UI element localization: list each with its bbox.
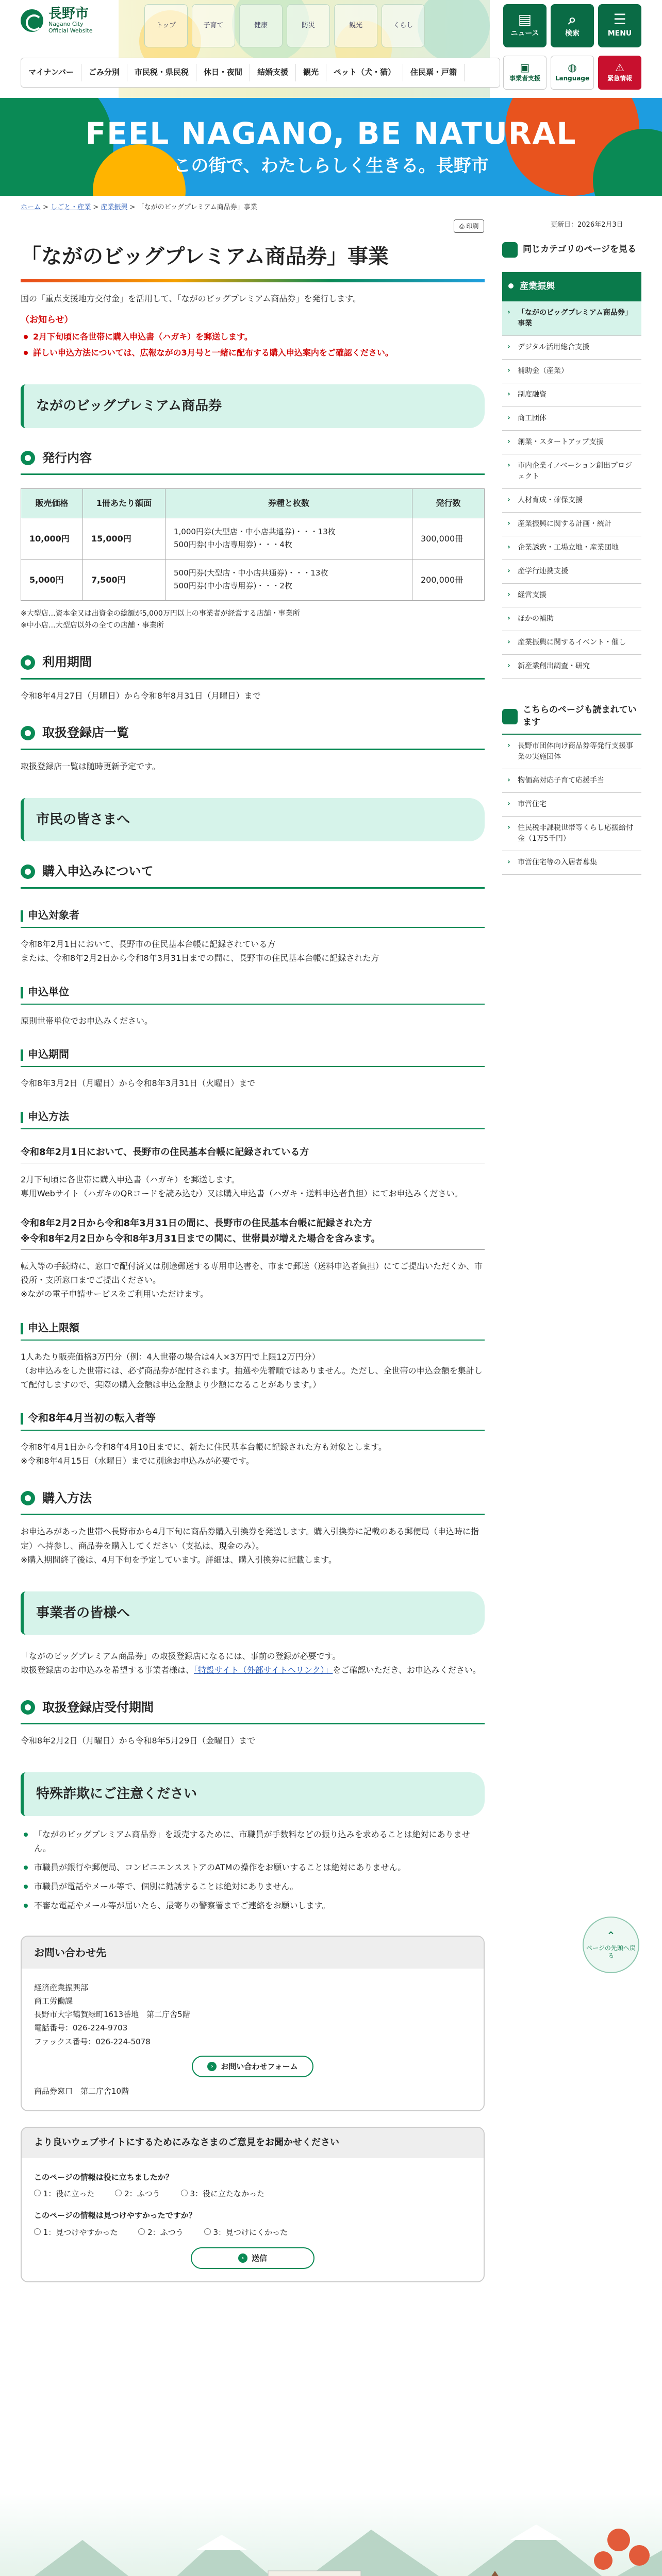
apple-shape (594, 2551, 613, 2570)
business-text-suffix: をご確認いただき、お申込みください。 (333, 1665, 481, 1675)
hero-banner (0, 98, 662, 196)
building (268, 2571, 361, 2576)
heading-unit: 申込単位 (21, 983, 485, 1005)
special-site-link[interactable]: 「特設サイト（外部サイトへリンク）」 (194, 1665, 333, 1675)
survey-submit-label: 送信 (251, 2253, 267, 2263)
contact-heading: お問い合わせ先 (22, 1937, 484, 1969)
radio-input[interactable] (181, 2190, 188, 2196)
survey-q1-option[interactable] (34, 2187, 94, 2200)
table-cell-count: 300,000冊 (412, 518, 485, 559)
radio-input[interactable] (204, 2228, 211, 2235)
related-heading-text: こちらのページも読まれています (523, 704, 637, 727)
hero-subtitle: この街で、わたしらしく生きる。長野市 (173, 156, 489, 176)
heading-dot-icon (21, 451, 35, 465)
radio-input[interactable] (34, 2228, 41, 2235)
nav-item-1[interactable]: ごみ分別 (81, 64, 127, 81)
category-icon (502, 242, 518, 258)
sidebar-item[interactable]: › 市内企業イノベーション創出プロジェクト (502, 454, 641, 489)
notice-item: 詳しい申込方法については、広報ながの3月号と一緒に配布する購入申込案内をご確認ください。 (21, 346, 485, 360)
target-text: 令和8年2月1日において、長野市の住民基本台帳に記録されている方 または、令和8年2月2日から令和8年3月31日までの間に、長野市の住民基本台帳に記録された方 (21, 939, 379, 963)
arrow-right-icon: › (238, 2253, 247, 2263)
snow-cap (510, 2524, 562, 2540)
main-content (21, 242, 485, 2282)
table-cell-count: 200,000冊 (412, 559, 485, 600)
sidebar-item[interactable]: › 産業振興に関するイベント・催し (502, 631, 641, 655)
breadcrumb-work[interactable]: しごと・産業 (51, 204, 91, 211)
table-cell-price: 5,000円 (21, 559, 83, 600)
site-logo[interactable] (21, 7, 93, 34)
survey-heading: より良いウェブサイトにするためにみなさまのご意見をお聞かせください (22, 2128, 484, 2158)
related-heading (502, 704, 641, 735)
fraud-item: 市職員が電話やメール等で、個別に勧誘することは絶対にありません。 (21, 1879, 485, 1893)
related-item[interactable]: › 長野市団体向け商品券等発行支援事業の実施団体 (502, 735, 641, 769)
menu-button[interactable] (598, 4, 641, 47)
top-icon-0[interactable] (144, 4, 188, 47)
emergency-button[interactable] (598, 56, 641, 90)
heading-registration (21, 1697, 485, 1725)
table-cell-kinds: 1,000円券(大型店・中小店共通券)・・・13枚 500円券(中小店専用券)・・・4枚 (166, 518, 412, 559)
contact-body-wrap (22, 1969, 484, 2111)
news-label: ニュース (510, 29, 539, 38)
nav-item-4[interactable]: 結婚支援 (250, 64, 296, 81)
table-cell-face: 15,000円 (83, 518, 166, 559)
top-icon-label: くらし (393, 21, 413, 29)
heading-period (21, 652, 485, 680)
heading-transfer: 令和8年4月当初の転入者等 (21, 1409, 485, 1431)
search-icon: ⌕ (568, 10, 576, 28)
table-header-row (21, 489, 485, 518)
top-icon-1[interactable] (192, 4, 235, 47)
survey-q2-options (34, 2226, 471, 2239)
heading-target: 申込対象者 (21, 906, 485, 928)
heading-text: 購入方法 (42, 1490, 92, 1505)
table-header: 1冊あたり額面 (83, 489, 166, 518)
method-b-text: 転入等の手続時に、窓口で配付済又は別途郵送する専用申込書を、市まで郵送（送料申込者負担）にてご提出いただくか、市役所・支所窓口までご提出ください。 ※ながの電子申請サービスをご利用いただけます。 (21, 1261, 483, 1299)
radio-input[interactable] (115, 2190, 122, 2196)
top-icon-label: 防災 (301, 21, 315, 29)
survey-submit-button[interactable] (191, 2247, 315, 2269)
emergency-label: 緊急情報 (607, 74, 632, 82)
survey-q2-option[interactable] (138, 2226, 183, 2239)
top-icon-label: 子育て (203, 21, 224, 29)
fraud-list (21, 1827, 485, 1913)
sidebar-item[interactable]: › 創業・スタートアップ支援 (502, 431, 641, 454)
survey-submit-wrap (34, 2247, 471, 2269)
sidebar-item[interactable]: › 新産業創出調査・研究 (502, 655, 641, 679)
sidebar-category[interactable]: 産業振興 (502, 272, 641, 301)
business-text (21, 1649, 485, 1677)
alert-icon: ⚠ (615, 61, 624, 74)
contact-sub: 商品券窓口 第二庁舎10階 (34, 2087, 129, 2096)
sidebar-item[interactable]: › 「ながのビッグプレミアム商品券」事業 (502, 301, 641, 336)
breadcrumb-home[interactable]: ホーム (21, 204, 41, 211)
registration-text: 令和8年2月2日（月曜日）から令和8年5月29日（金曜日）まで (21, 1736, 256, 1746)
period-text: 令和8年4月27日（月曜日）から令和8年8月31日（月曜日）まで (21, 691, 261, 701)
section-heading-voucher: ながのビッグプレミアム商品券 (21, 384, 485, 428)
fraud-item: 「ながのビッグプレミアム商品券」を販売するために、市職員が手数料などの振り込みを求めることは絶対にありません。 (21, 1827, 485, 1855)
heading-text: 取扱登録店受付期間 (42, 1700, 154, 1715)
page-title: 「ながのビッグプレミアム商品券」事業 (21, 245, 389, 268)
business-text-prefix: 「ながのビッグプレミアム商品券」の取扱登録店になるには、事前の登録が必要です。 取扱登録店のお申込みを希望する事業者様は、 (21, 1651, 341, 1675)
contact-form-button[interactable] (192, 2056, 313, 2077)
notice-list (21, 330, 485, 360)
nav-item-2[interactable]: 市民税・県民税 (127, 64, 196, 81)
heading-apply (21, 861, 485, 889)
notice-item: 2月下旬頃に各世帯に購入申込書（ハガキ）を郵送します。 (21, 330, 485, 344)
fraud-item: 不審な電話やメール等が届いたら、最寄りの警察署までご連絡をお願いします。 (21, 1899, 485, 1912)
updated-date: 更新日：2026年2月3日 (551, 221, 623, 229)
printer-icon: ⎙ (459, 222, 467, 230)
business-support-button[interactable] (503, 56, 547, 90)
lead-text: 国の「重点支援地方交付金」を活用して、「ながのビッグプレミアム商品券」を発行します。 (21, 294, 361, 303)
apple-shape (607, 2529, 630, 2551)
header-right-buttons (503, 4, 641, 47)
back-to-top-button[interactable] (583, 1917, 639, 1973)
nav-item-3[interactable]: 休日・夜間 (196, 64, 250, 81)
transfer-text: 令和8年4月1日から令和8年4月10日までに、新たに住民基本台帳に記録された方も対象とします。 ※令和8年4月15日（水曜日）までに別途お申込みが必要です。 (21, 1442, 387, 1466)
city-name: 長野市 (48, 6, 89, 22)
contact-form-label: お問い合わせフォーム (221, 2061, 298, 2071)
nav-item-0[interactable]: マイナンバー (21, 64, 81, 81)
chevron-up-icon: ⌃ (606, 1930, 616, 1943)
table-header: 発行数 (412, 489, 485, 518)
apple-shape (629, 2545, 650, 2566)
heading-apply-period: 申込期間 (21, 1045, 485, 1067)
nav-item-6[interactable]: ペット（犬・猫） (326, 64, 403, 81)
related-icon (502, 709, 518, 724)
contact-box (21, 1936, 485, 2112)
heading-dot-icon (21, 726, 35, 740)
breadcrumb-industry[interactable]: 産業振興 (101, 204, 128, 211)
related-item[interactable]: › 住民税非課税世帯等くらし応援給付金（1万5千円） (502, 817, 641, 851)
news-button[interactable] (503, 4, 547, 47)
table-header: 券種と枚数 (166, 489, 412, 518)
sidebar-item[interactable]: › 企業誘致・工場立地・産業団地 (502, 536, 641, 560)
table-cell-price: 10,000円 (21, 518, 83, 559)
option-label: 2：ふつう (147, 2227, 184, 2237)
heading-dot-icon (21, 865, 35, 879)
briefcase-icon: ▣ (520, 61, 530, 74)
radio-input[interactable] (138, 2228, 145, 2235)
nav-item-5[interactable]: 観光 (296, 64, 326, 81)
menu-icon: ☰ (613, 10, 626, 28)
heading-issue (21, 448, 485, 476)
sidebar-heading (502, 242, 641, 263)
option-label: 3：見つけにくかった (213, 2227, 288, 2237)
stores-text: 取扱登録店一覧は随時更新予定です。 (21, 761, 160, 771)
city-emblem-icon (21, 9, 43, 32)
fraud-item: 市職員が銀行や郵便局、コンビニエンスストアのATMの操作をお願いすることは絶対にありません。 (21, 1860, 485, 1874)
buy-text: お申込みがあった世帯へ長野市から4月下旬に商品券購入引換券を発送します。購入引換券に記載のある郵便局（申込時に指定）へ持参し、商品券を購入してください（支払は、現金のみ）。 ※購入期間終了後は、4月下旬を予定しています。詳細は、購入引換券に記載します。 (21, 1527, 479, 1565)
top-icon-label: 観光 (349, 21, 362, 29)
unit-text: 原則世帯単位でお申込みください。 (21, 1015, 153, 1026)
section-heading-fraud: 特殊詐欺にご注意ください (21, 1772, 485, 1816)
method-a-heading: 令和8年2月1日において、長野市の住民基本台帳に記録されている方 (21, 1145, 485, 1163)
survey-q1-option[interactable] (115, 2187, 160, 2200)
option-label: 2：ふつう (124, 2189, 160, 2199)
option-label: 3：役に立たなかった (190, 2189, 264, 2199)
header-sub-buttons (503, 56, 641, 90)
site-header (0, 0, 662, 98)
sidebar (502, 242, 641, 875)
back-to-top-label: ページの先頭へ戻る (586, 1944, 636, 1960)
sidebar-heading-text: 同じカテゴリのページを見る (523, 244, 636, 255)
sidebar-item[interactable]: › ほかの補助 (502, 607, 641, 631)
sidebar-item[interactable]: › 商工団体 (502, 407, 641, 431)
heading-dot-icon (21, 1700, 35, 1715)
sidebar-item[interactable]: › デジタル活用総合支援 (502, 336, 641, 360)
top-icon-3[interactable] (287, 4, 330, 47)
language-label: Language (555, 74, 590, 82)
radio-input[interactable] (34, 2190, 41, 2196)
top-icon-5[interactable] (382, 4, 425, 47)
business-support-label: 事業者支援 (509, 74, 540, 82)
survey-q2: このページの情報は見つけやすかったですか？ (34, 2211, 196, 2221)
notice-heading: （お知らせ） (21, 315, 73, 326)
sidebar-item[interactable]: › 産業振興に関する計画・統計 (502, 513, 641, 536)
menu-label: MENU (607, 29, 632, 38)
sidebar-list (502, 301, 641, 679)
nav-item-7[interactable]: 住民票・戸籍 (403, 64, 465, 81)
contact-body: 経済産業振興部 商工労働課 長野市大字鶴賀緑町1613番地 第二庁舎5階 電話番号：026-224-9703 ファックス番号：026-224-5078 (34, 1982, 190, 2046)
hero-title: FEEL NAGANO, BE NATURAL (85, 116, 577, 151)
table-cell-kinds: 500円券(大型店・中小店共通券)・・・13枚 500円券(中小店専用券)・・・2枚 (166, 559, 412, 600)
mountain-shape (0, 2524, 662, 2576)
option-label: 1：役に立った (43, 2189, 95, 2199)
heading-limit: 申込上限額 (21, 1319, 485, 1341)
option-label: 1：見つけやすかった (43, 2227, 118, 2237)
top-icon-label: 健康 (254, 21, 268, 29)
top-icon-label: トップ (156, 21, 176, 29)
top-category-icons (144, 4, 425, 47)
survey-q2-option[interactable] (34, 2226, 118, 2239)
sidebar-item[interactable]: › 産学行連携支援 (502, 560, 641, 584)
survey-q1-option[interactable] (181, 2187, 264, 2200)
related-item[interactable]: › 物価高対応子育て応援手当 (502, 769, 641, 793)
top-icon-4[interactable] (334, 4, 377, 47)
table-note: ※大型店…資本金又は出資金の総額が5,000万円以上の事業者が経営する店舗・事業所 ※中小店…大型店以外の全ての店舗・事業所 (21, 609, 300, 630)
contact-form-wrap (34, 2056, 471, 2077)
heading-dot-icon (21, 1491, 35, 1505)
table-row (21, 559, 485, 600)
sidebar-item[interactable]: › 制度融資 (502, 383, 641, 407)
globe-icon: ◍ (568, 61, 577, 74)
breadcrumb: ホーム > しごと・産業 > 産業振興 > 「ながのビッグプレミアム商品券」事業 (21, 204, 257, 211)
quick-nav (21, 58, 500, 88)
print-label: 印刷 (466, 222, 479, 230)
snow-cap (196, 2535, 247, 2550)
method-a-text: 2月下旬頃に各世帯に購入申込書（ハガキ）を郵送します。 専用Webサイト（ハガキのQRコードを読み込む）又は購入申込書（ハガキ・送料申込者負担）にてお申込みください。 (21, 1174, 463, 1198)
table-cell-face: 7,500円 (83, 559, 166, 600)
heading-method: 申込方法 (21, 1108, 485, 1129)
heading-text: 取扱登録店一覧 (42, 725, 129, 740)
top-icon-2[interactable] (239, 4, 283, 47)
arrow-right-icon: › (207, 2062, 217, 2071)
method-b-heading: 令和8年2月2日から令和8年3月31日の間に、長野市の住民基本台帳に記録された方 ※令和8年2月2日から令和8年3月31日までの間に、世帯員が増えた場合を含みます。 (21, 1216, 485, 1250)
heading-dot-icon (21, 655, 35, 670)
language-button[interactable] (551, 56, 594, 90)
apply-period-text: 令和8年3月2日（月曜日）から令和8年3月31日（火曜日）まで (21, 1078, 256, 1088)
survey-q2-option[interactable] (204, 2226, 288, 2239)
related-list (502, 735, 641, 875)
section-heading-citizens: 市民の皆さまへ (21, 798, 485, 841)
limit-text: 1人あたり販売価格3万円分（例：4人世帯の場合は4人×3万円で上限12万円分） （お申込みをした世帯には、必ず商品券が配付されます。抽選や先着順ではありません。ただし、全世帯の申込金額を集計して配付しますので、実際の購入金額は申込金額より少額になることがあります。） (21, 1351, 483, 1390)
sidebar-item[interactable]: › 補助金（産業） (502, 360, 641, 383)
heading-text: 購入申込みについて (42, 864, 154, 879)
survey-q1-options (34, 2187, 471, 2200)
news-icon: ▤ (518, 10, 532, 28)
heading-text: 利用期間 (42, 655, 92, 670)
heading-buy (21, 1488, 485, 1516)
heading-text: 発行内容 (42, 450, 92, 465)
issue-table (21, 488, 485, 600)
sidebar-item[interactable]: › 人材育成・確保支援 (502, 489, 641, 513)
city-sub: Nagano City Official Website (48, 21, 93, 35)
table-row (21, 518, 485, 559)
section-heading-business: 事業者の皆様へ (21, 1591, 485, 1635)
search-button[interactable] (551, 4, 594, 47)
print-button[interactable] (454, 219, 484, 233)
related-item[interactable]: › 市営住宅等の入居者募集 (502, 851, 641, 875)
city-illustration-svg (0, 2494, 662, 2576)
related-item[interactable]: › 市営住宅 (502, 793, 641, 817)
survey-box (21, 2127, 485, 2282)
survey-body (22, 2158, 484, 2281)
table-header: 販売価格 (21, 489, 83, 518)
breadcrumb-current: 「ながのビッグプレミアム商品券」事業 (137, 204, 257, 211)
search-label: 検索 (565, 29, 580, 38)
heading-stores (21, 722, 485, 750)
city-illustration (0, 2494, 662, 2576)
sidebar-item[interactable]: › 経営支援 (502, 584, 641, 607)
survey-q1: このページの情報は役に立ちましたか？ (34, 2172, 173, 2182)
